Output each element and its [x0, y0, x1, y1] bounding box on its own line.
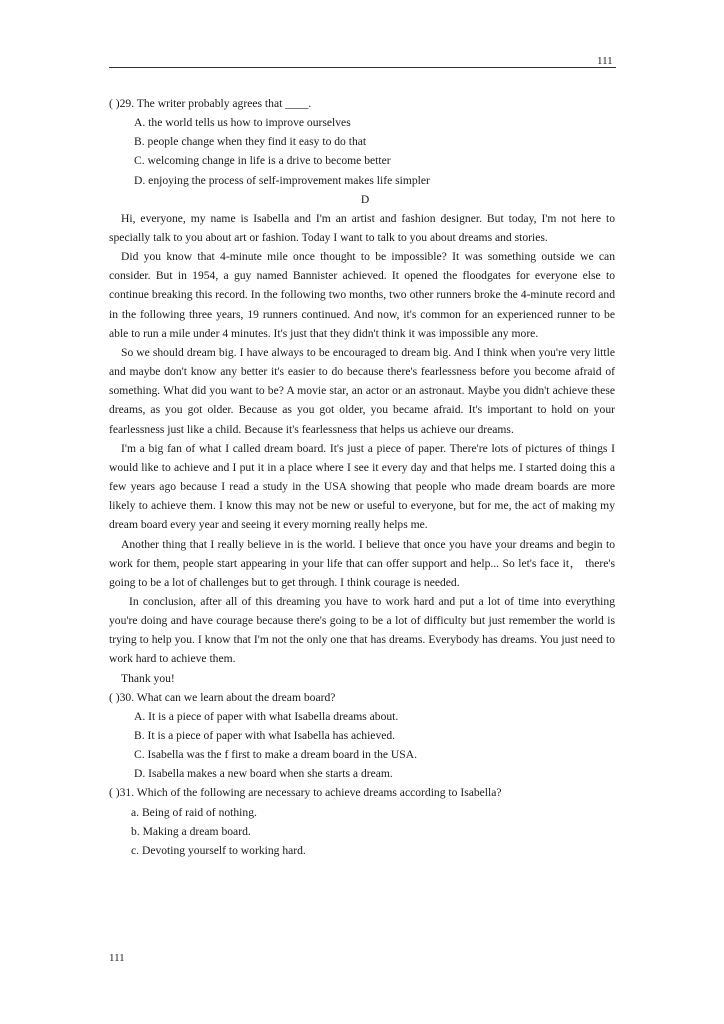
passage-closing: Thank you!: [121, 671, 175, 685]
passage-paragraph-5: Another thing that I really believe in is the world. I believe that once you have your dreams and begin to work for them, people start appearing in your life that can offer support and help... So let's face it， there's going to be a lot of challenges but to get through. I think courage is needed.: [109, 537, 615, 589]
passage-paragraph-3: So we should dream big. I have always to be encouraged to dream big. And I think when you're very little and maybe don't know any better it's easier to do because there's fearlessness before you become afraid of something. What did you want to be? A movie star, an actor or an astronaut. Maybe you didn't achieve these dreams, as you got older. Because as you got older, you became afraid. It's important to hold on your fearlessness just like a child. Because it's fearlessness that helps us achieve our dreams.: [109, 345, 615, 436]
question-31-stem: ( )31. Which of the following are necessary to achieve dreams according to Isabella?: [109, 786, 502, 800]
question-31-option-a: a. Being of raid of nothing.: [131, 805, 257, 819]
question-31-option-b: b. Making a dream board.: [131, 824, 251, 838]
question-30-option-b: B. It is a piece of paper with what Isabella has achieved.: [134, 729, 396, 743]
question-30-option-d: D. Isabella makes a new board when she starts a dream.: [134, 767, 393, 781]
page-content: [109, 94, 615, 860]
passage-paragraph-2: Did you know that 4-minute mile once thought to be impossible? It was something outside we can consider. But in 1954, a guy named Bannister achieved. It opened the floodgates for everyone else to continue breaking this record. In the following two months, two other runners broke the 4-minute record and in the following three years, 19 runners continued. And now, it's common for an experienced runner to be able to run a mile under 4 minutes. It's just that they didn't think it was impossible any more.: [109, 250, 615, 340]
header-page-number: 111: [597, 55, 613, 67]
section-letter: D: [360, 192, 370, 206]
question-29-option-d: D. enjoying the process of self-improvement makes life simpler: [134, 173, 430, 187]
question-31-option-c: c. Devoting yourself to working hard.: [131, 843, 306, 857]
question-30-stem: ( )30. What can we learn about the dream board?: [109, 690, 336, 704]
question-29-stem: ( )29. The writer probably agrees that ____.: [109, 97, 312, 110]
footer-page-number: 111: [109, 952, 125, 964]
question-30-option-c: C. Isabella was the f first to make a dream board in the USA.: [134, 748, 417, 762]
question-29-option-a: A. the world tells us how to improve ourselves: [134, 116, 351, 130]
header-rule: [109, 67, 616, 68]
question-29-option-c: C. welcoming change in life is a drive to become better: [134, 154, 391, 168]
passage-paragraph-6: In conclusion, after all of this dreaming you have to work hard and put a lot of time into everything you're doing and have courage because there's going to be a lot of difficulty but just remember the world is trying to help you. I know that I'm not the only one that has dreams. Everybody has dreams. You just need to work hard to achieve them.: [109, 594, 615, 666]
question-29-option-b: B. people change when they find it easy to do that: [134, 135, 367, 149]
question-30-option-a: A. It is a piece of paper with what Isabella dreams about.: [134, 709, 399, 723]
passage-paragraph-4: I'm a big fan of what I called dream board. It's just a piece of paper. There're lots of pictures of things I would like to achieve and I put it in a place where I see it every day and that helps me. I started doing this a few years ago because I read a study in the USA showing that people who made dream boards are more likely to achieve them. I know this may not be new or useful to everyone, but for me, the act of making my dream board every year and seeing it every morning really helps me.: [109, 441, 615, 532]
passage-paragraph-1: Hi, everyone, my name is Isabella and I'm an artist and fashion designer. But today, I'm not here to specially talk to you about art or fashion. Today I want to talk to you about dreams and stories.: [109, 211, 615, 244]
